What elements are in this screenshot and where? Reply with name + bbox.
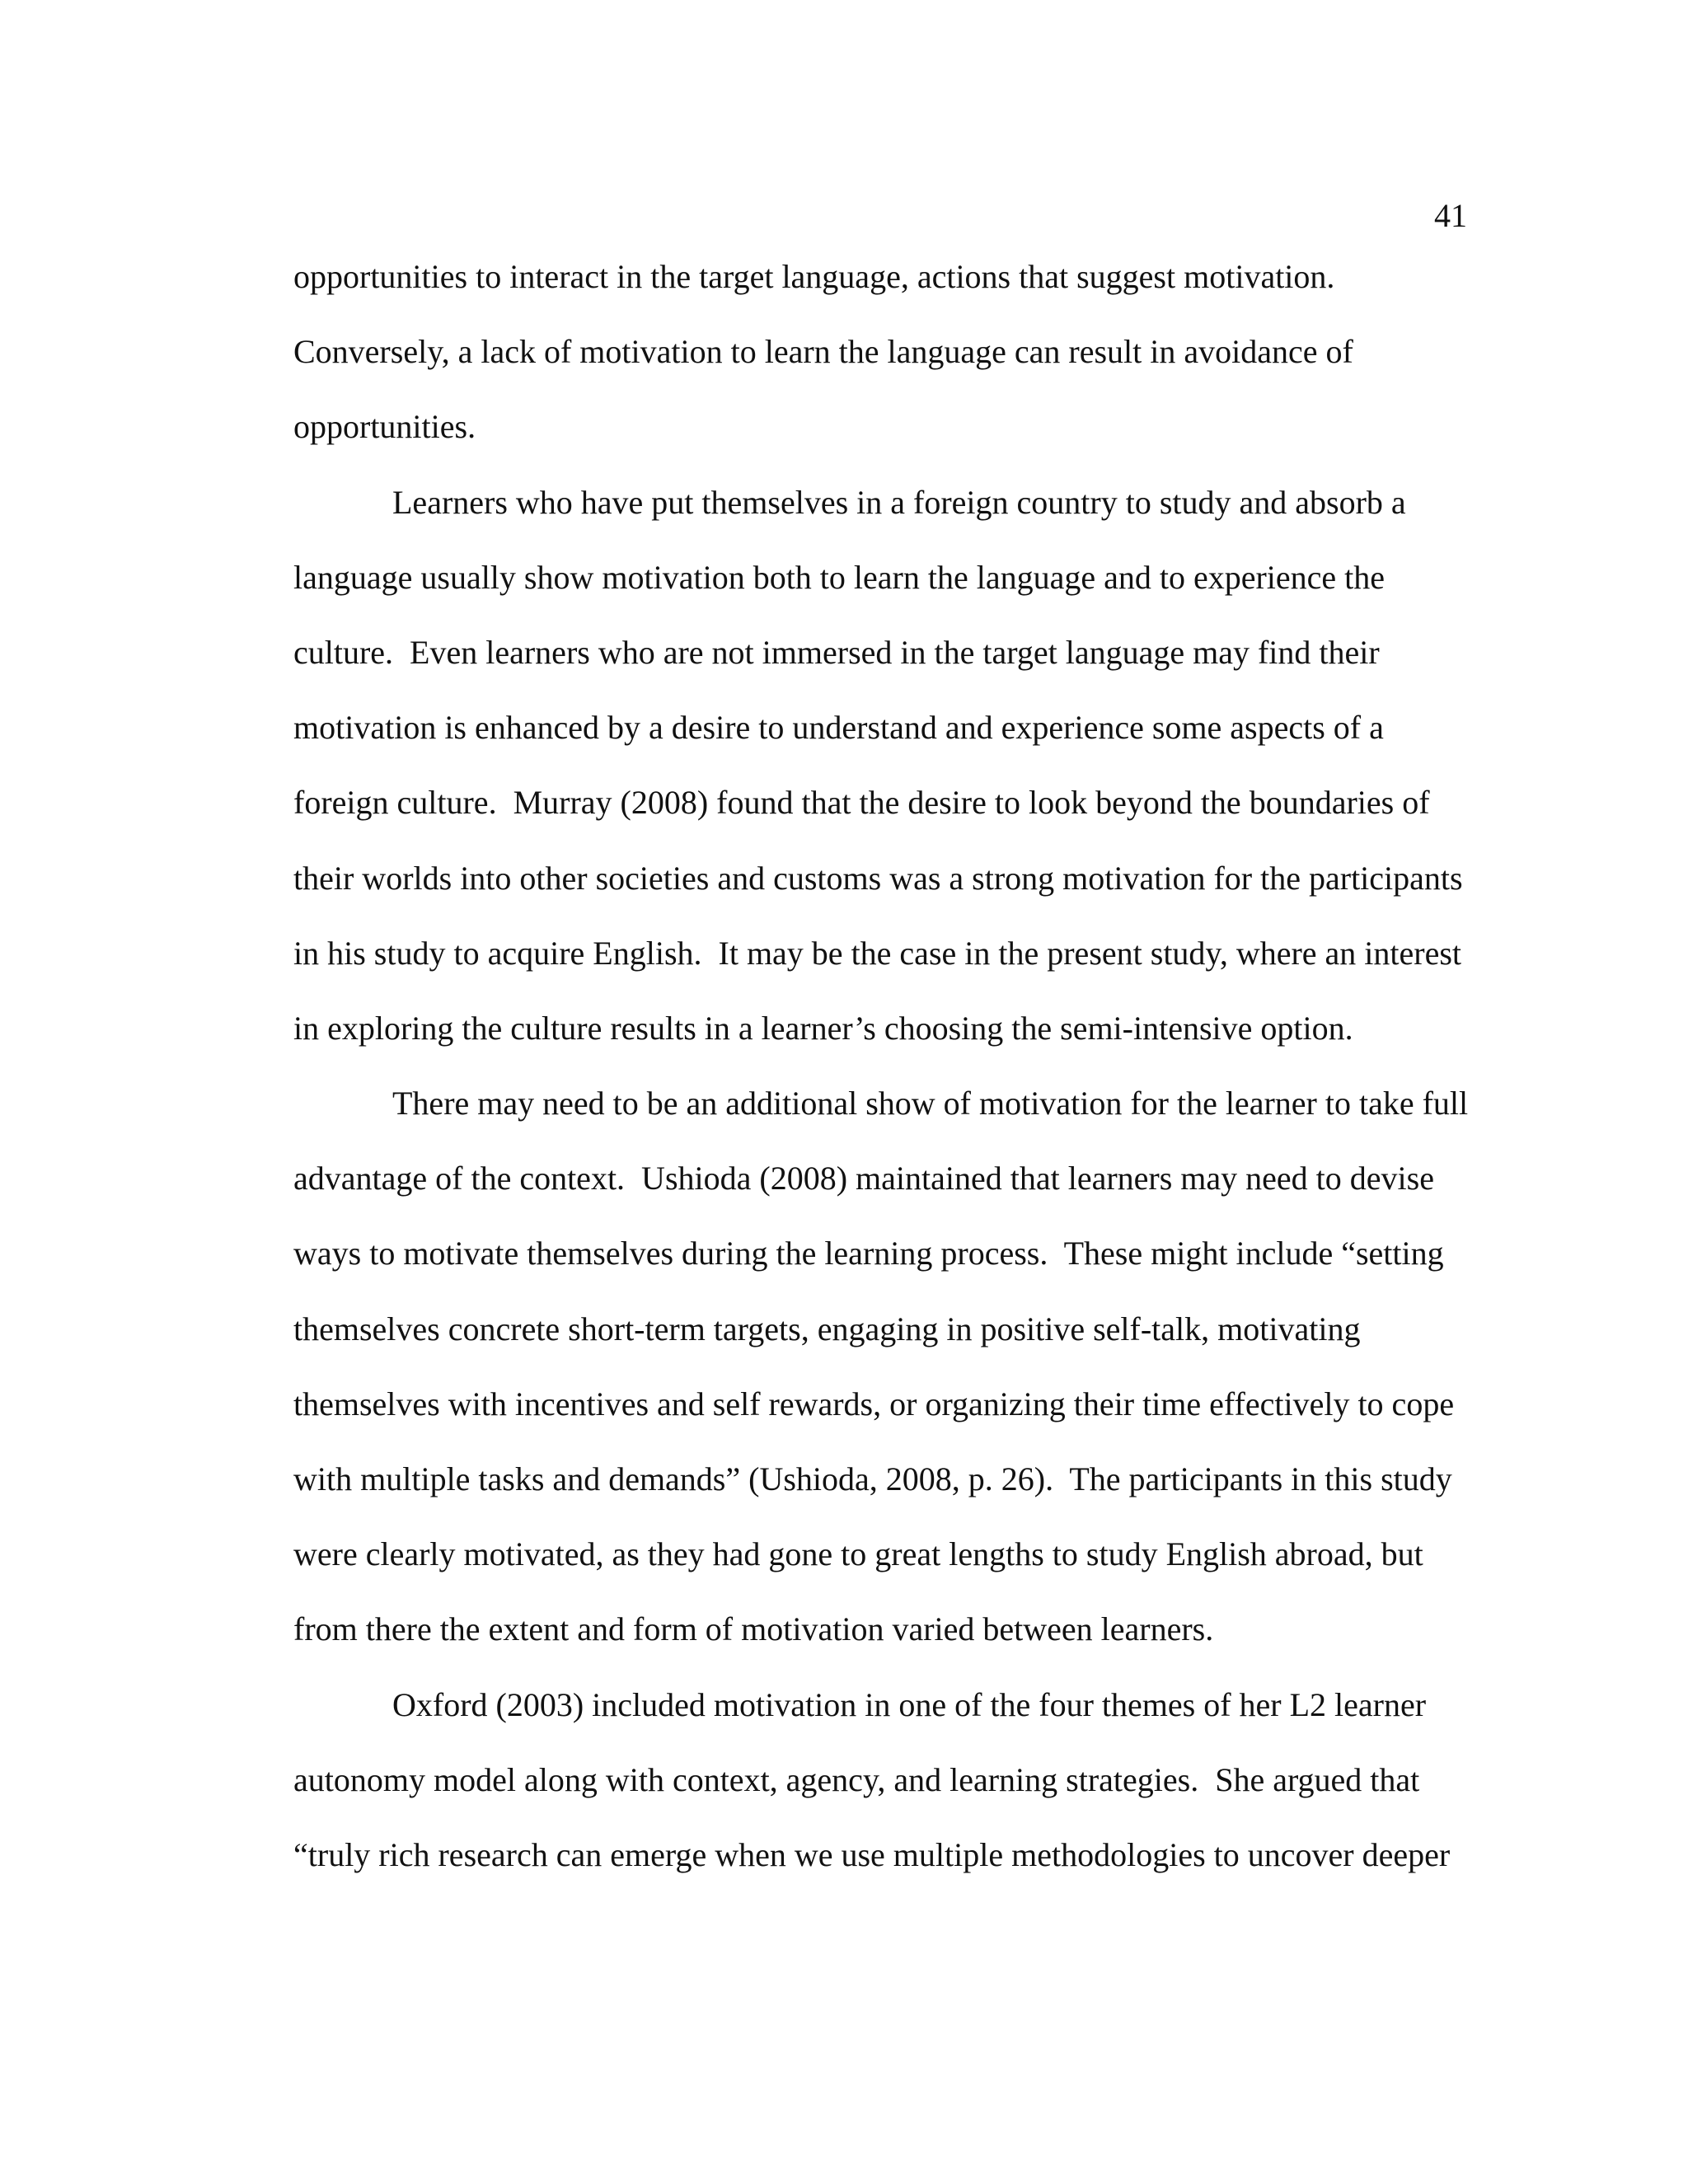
text-line: in exploring the culture results in a learner’s choosing the semi-intensive option.	[293, 1009, 1353, 1047]
text-line: autonomy model along with context, agency, and learning strategies. She argued that	[293, 1760, 1420, 1798]
text-line: foreign culture. Murray (2008) found that the desire to look beyond the boundaries of	[293, 784, 1430, 822]
text-line: Conversely, a lack of motivation to learn the language can result in avoidance of	[293, 333, 1353, 371]
body-text	[293, 252, 1469, 1905]
text-line: motivation is enhanced by a desire to understand and experience some aspects of a	[293, 709, 1384, 747]
text-line: were clearly motivated, as they had gone to great lengths to study English abroad, but	[293, 1535, 1423, 1573]
text-line: culture. Even learners who are not immersed in the target language may find their	[293, 633, 1380, 671]
text-line: in his study to acquire English. It may be the case in the present study, where an interest	[293, 934, 1462, 972]
text-line: There may need to be an additional show of motivation for the learner to take full	[392, 1085, 1469, 1122]
text-line: “truly rich research can emerge when we use multiple methodologies to uncover deeper	[293, 1835, 1451, 1873]
page-number: 41	[1434, 197, 1467, 234]
text-line: themselves concrete short-term targets, engaging in positive self-talk, motivating	[293, 1310, 1361, 1347]
text-line: opportunities.	[293, 408, 476, 446]
text-line: language usually show motivation both to learn the language and to experience the	[293, 558, 1386, 596]
text-line: from there the extent and form of motivation varied between learners.	[293, 1610, 1214, 1648]
text-line: with multiple tasks and demands” (Ushioda, 2008, p. 26). The participants in this study	[293, 1460, 1452, 1497]
text-line: their worlds into other societies and customs was a strong motivation for the participants	[293, 859, 1463, 897]
text-line: Oxford (2003) included motivation in one of the four themes of her L2 learner	[392, 1685, 1427, 1723]
text-line: ways to motivate themselves during the learning process. These might include “setting	[293, 1235, 1444, 1272]
text-line: Learners who have put themselves in a foreign country to study and absorb a	[392, 483, 1406, 521]
text-line: advantage of the context. Ushioda (2008) maintained that learners may need to devise	[293, 1160, 1434, 1197]
text-line: opportunities to interact in the target language, actions that suggest motivation.	[293, 258, 1335, 295]
text-line: themselves with incentives and self rewards, or organizing their time effectively to cope	[293, 1385, 1455, 1422]
